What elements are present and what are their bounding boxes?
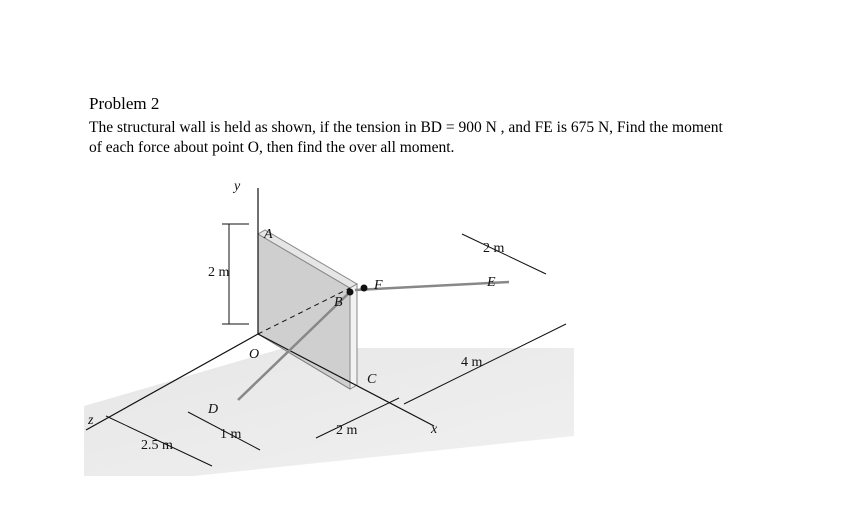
label-E: E xyxy=(487,275,496,290)
point-B-dot xyxy=(347,289,354,296)
dim-wall-height-label: 2 m xyxy=(208,265,230,280)
figure-svg xyxy=(84,176,584,476)
label-B: B xyxy=(334,295,343,310)
dim-D-offset-label: 1 m xyxy=(220,427,242,442)
axis-y-label: y xyxy=(234,179,241,194)
label-D: D xyxy=(208,402,219,417)
dim-E-offset-label: 2 m xyxy=(483,241,505,256)
axis-z-label: z xyxy=(88,413,94,428)
dim-wall-length-label: 2 m xyxy=(336,423,358,438)
label-O: O xyxy=(249,347,260,362)
dim-z-extent-label: 2.5 m xyxy=(141,438,173,453)
point-F-dot xyxy=(361,285,368,292)
label-A: A xyxy=(264,227,273,242)
problem-title: Problem 2 xyxy=(89,94,160,113)
label-F: F xyxy=(374,278,383,293)
problem-line-2: of each force about point O, then find the over all moment. xyxy=(89,139,455,156)
structural-wall-figure xyxy=(84,176,584,476)
problem-line-1: The structural wall is held as shown, if the tension in BD = 900 N , and FE is 675 N, Find the moment xyxy=(89,119,723,136)
label-C: C xyxy=(367,372,377,387)
dim-x-extent-label: 4 m xyxy=(461,355,483,370)
wall-side-face xyxy=(350,284,357,389)
axis-x-label: x xyxy=(431,422,438,437)
problem-statement xyxy=(89,118,829,158)
